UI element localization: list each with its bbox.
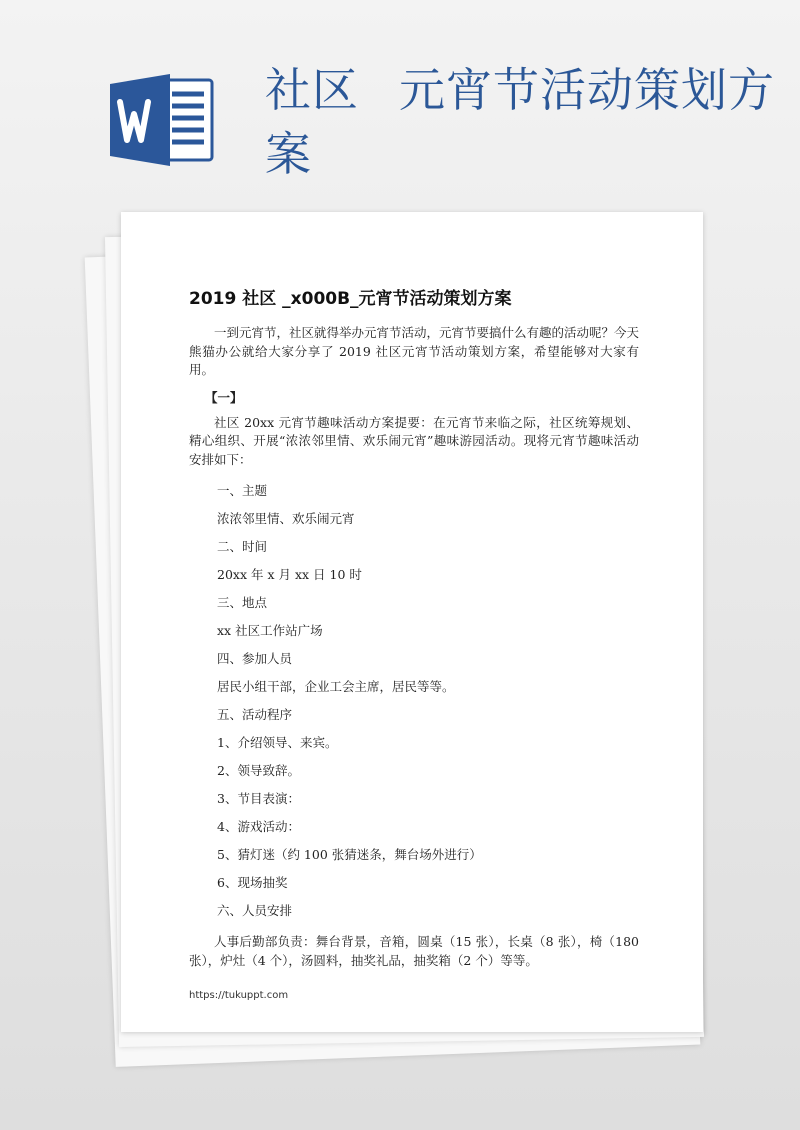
document-page xyxy=(121,212,703,1032)
list-item: 20xx 年 x 月 xx 日 10 时 xyxy=(217,567,362,582)
list-item: xx 社区工作站广场 xyxy=(217,623,323,638)
section-intro-paragraph: 社区 20xx 元宵节趣味活动方案提要：在元宵节来临之际，社区统筹规划、精心组织、开展“浓浓邻里情、欢乐闹元宵”趣味游园活动。现将元宵节趣味活动安排如下： xyxy=(189,414,639,467)
list-item: 1、介绍领导、来宾。 xyxy=(217,735,338,750)
list-item: 六、人员安排 xyxy=(217,903,293,918)
list-item: 2、领导致辞。 xyxy=(217,763,300,778)
document-title: 2019 社区 _x000B_元宵节活动策划方案 xyxy=(189,289,512,309)
spacer xyxy=(189,925,639,933)
staffing-paragraph: 人事后勤部负责：舞台背景，音箱，圆桌（15 张），长桌（8 张），椅（180 张），炉灶（4 个），汤圆料，抽奖礼品，抽奖箱（2 个）等等。 xyxy=(189,934,639,968)
list-item: 浓浓邻里情、欢乐闹元宵 xyxy=(217,511,355,526)
title-part-2: 元宵节活动策划方案 xyxy=(265,63,775,181)
list-item: 三、地点 xyxy=(217,595,268,610)
footer-url: https://tukuppt.com xyxy=(189,990,289,1001)
section-mark: 【一】 xyxy=(205,389,243,405)
list-item: 居民小组干部，企业工会主席，居民等等。 xyxy=(217,679,455,694)
list-item: 5、猜灯迷（约 100 张猜迷条，舞台场外进行） xyxy=(217,847,482,862)
document-body xyxy=(189,324,639,970)
intro-paragraph: 一到元宵节，社区就得举办元宵节活动，元宵节要搞什么有趣的活动呢？今天熊猫办公就给大家分享了 2019 社区元宵节活动策划方案，希望能够对大家有用。 xyxy=(189,325,640,377)
list-item: 4、游戏活动： xyxy=(217,819,300,834)
list-item: 3、节目表演： xyxy=(217,791,300,806)
list-item: 一、主题 xyxy=(217,483,268,498)
word-logo-icon xyxy=(110,74,214,166)
page-title xyxy=(265,58,785,186)
list-item: 五、活动程序 xyxy=(217,707,293,722)
spacer xyxy=(189,469,639,477)
title-part-1: 社区 xyxy=(265,63,359,117)
list-item: 二、时间 xyxy=(217,539,268,554)
list-item: 6、现场抽奖 xyxy=(217,875,288,890)
list-item: 四、参加人员 xyxy=(217,651,293,666)
